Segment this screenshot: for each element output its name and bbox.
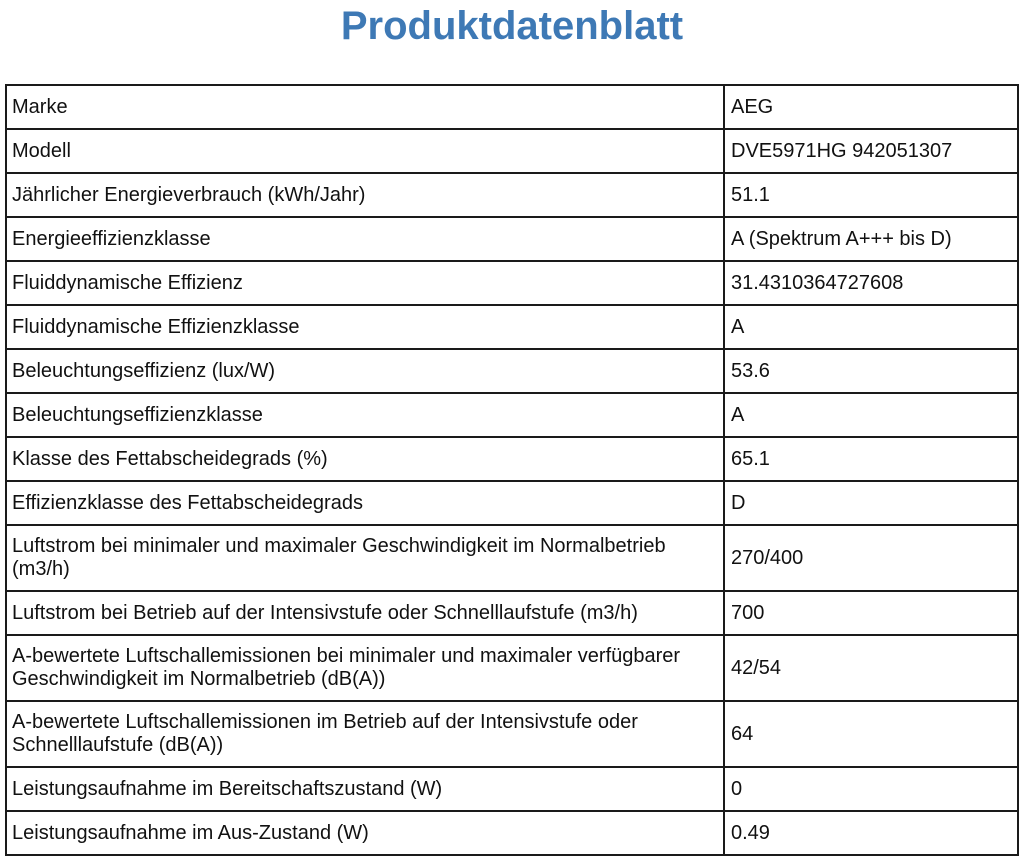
table-row: [6, 173, 1018, 217]
property-label: A-bewertete Luftschallemissionen bei minimaler und maximaler verfügbarer Geschwindigkeit im Normalbetrieb (dB(A)): [6, 635, 724, 701]
property-label: Leistungsaufnahme im Aus-Zustand (W): [6, 811, 724, 855]
property-label: Luftstrom bei minimaler und maximaler Geschwindigkeit im Normalbetrieb (m3/h): [6, 525, 724, 591]
property-value: 31.4310364727608: [724, 261, 1018, 305]
property-label: Jährlicher Energieverbrauch (kWh/Jahr): [6, 173, 724, 217]
table-row: [6, 437, 1018, 481]
table-row: [6, 305, 1018, 349]
property-value: 270/400: [724, 525, 1018, 591]
property-label: Luftstrom bei Betrieb auf der Intensivstufe oder Schnelllaufstufe (m3/h): [6, 591, 724, 635]
table-row: [6, 261, 1018, 305]
table-row: [6, 767, 1018, 811]
property-label: Klasse des Fettabscheidegrads (%): [6, 437, 724, 481]
table-row: [6, 481, 1018, 525]
property-value: A: [724, 393, 1018, 437]
property-value: A (Spektrum A+++ bis D): [724, 217, 1018, 261]
property-value: 42/54: [724, 635, 1018, 701]
page-title: Produktdatenblatt: [340, 4, 684, 48]
table-row: [6, 635, 1018, 701]
property-value: DVE5971HG 942051307: [724, 129, 1018, 173]
property-value: 53.6: [724, 349, 1018, 393]
property-label: A-bewertete Luftschallemissionen im Betrieb auf der Intensivstufe oder Schnelllaufstufe (dB(A)): [6, 701, 724, 767]
property-label: Marke: [6, 85, 724, 129]
table-row: [6, 701, 1018, 767]
property-label: Modell: [6, 129, 724, 173]
product-datasheet-table: [5, 84, 1019, 856]
property-value: 0: [724, 767, 1018, 811]
property-value: D: [724, 481, 1018, 525]
property-value: AEG: [724, 85, 1018, 129]
table-row: [6, 393, 1018, 437]
table-row: [6, 217, 1018, 261]
property-label: Fluiddynamische Effizienz: [6, 261, 724, 305]
property-label: Beleuchtungseffizienzklasse: [6, 393, 724, 437]
property-value: 64: [724, 701, 1018, 767]
property-label: Energieeffizienzklasse: [6, 217, 724, 261]
table-row: [6, 525, 1018, 591]
table-row: [6, 85, 1018, 129]
property-label: Fluiddynamische Effizienzklasse: [6, 305, 724, 349]
property-label: Leistungsaufnahme im Bereitschaftszustand (W): [6, 767, 724, 811]
property-value: 0.49: [724, 811, 1018, 855]
table-row: [6, 129, 1018, 173]
property-value: 700: [724, 591, 1018, 635]
property-value: 51.1: [724, 173, 1018, 217]
property-label: Effizienzklasse des Fettabscheidegrads: [6, 481, 724, 525]
table-row: [6, 349, 1018, 393]
property-value: A: [724, 305, 1018, 349]
property-label: Beleuchtungseffizienz (lux/W): [6, 349, 724, 393]
property-value: 65.1: [724, 437, 1018, 481]
table-row: [6, 811, 1018, 855]
table-row: [6, 591, 1018, 635]
